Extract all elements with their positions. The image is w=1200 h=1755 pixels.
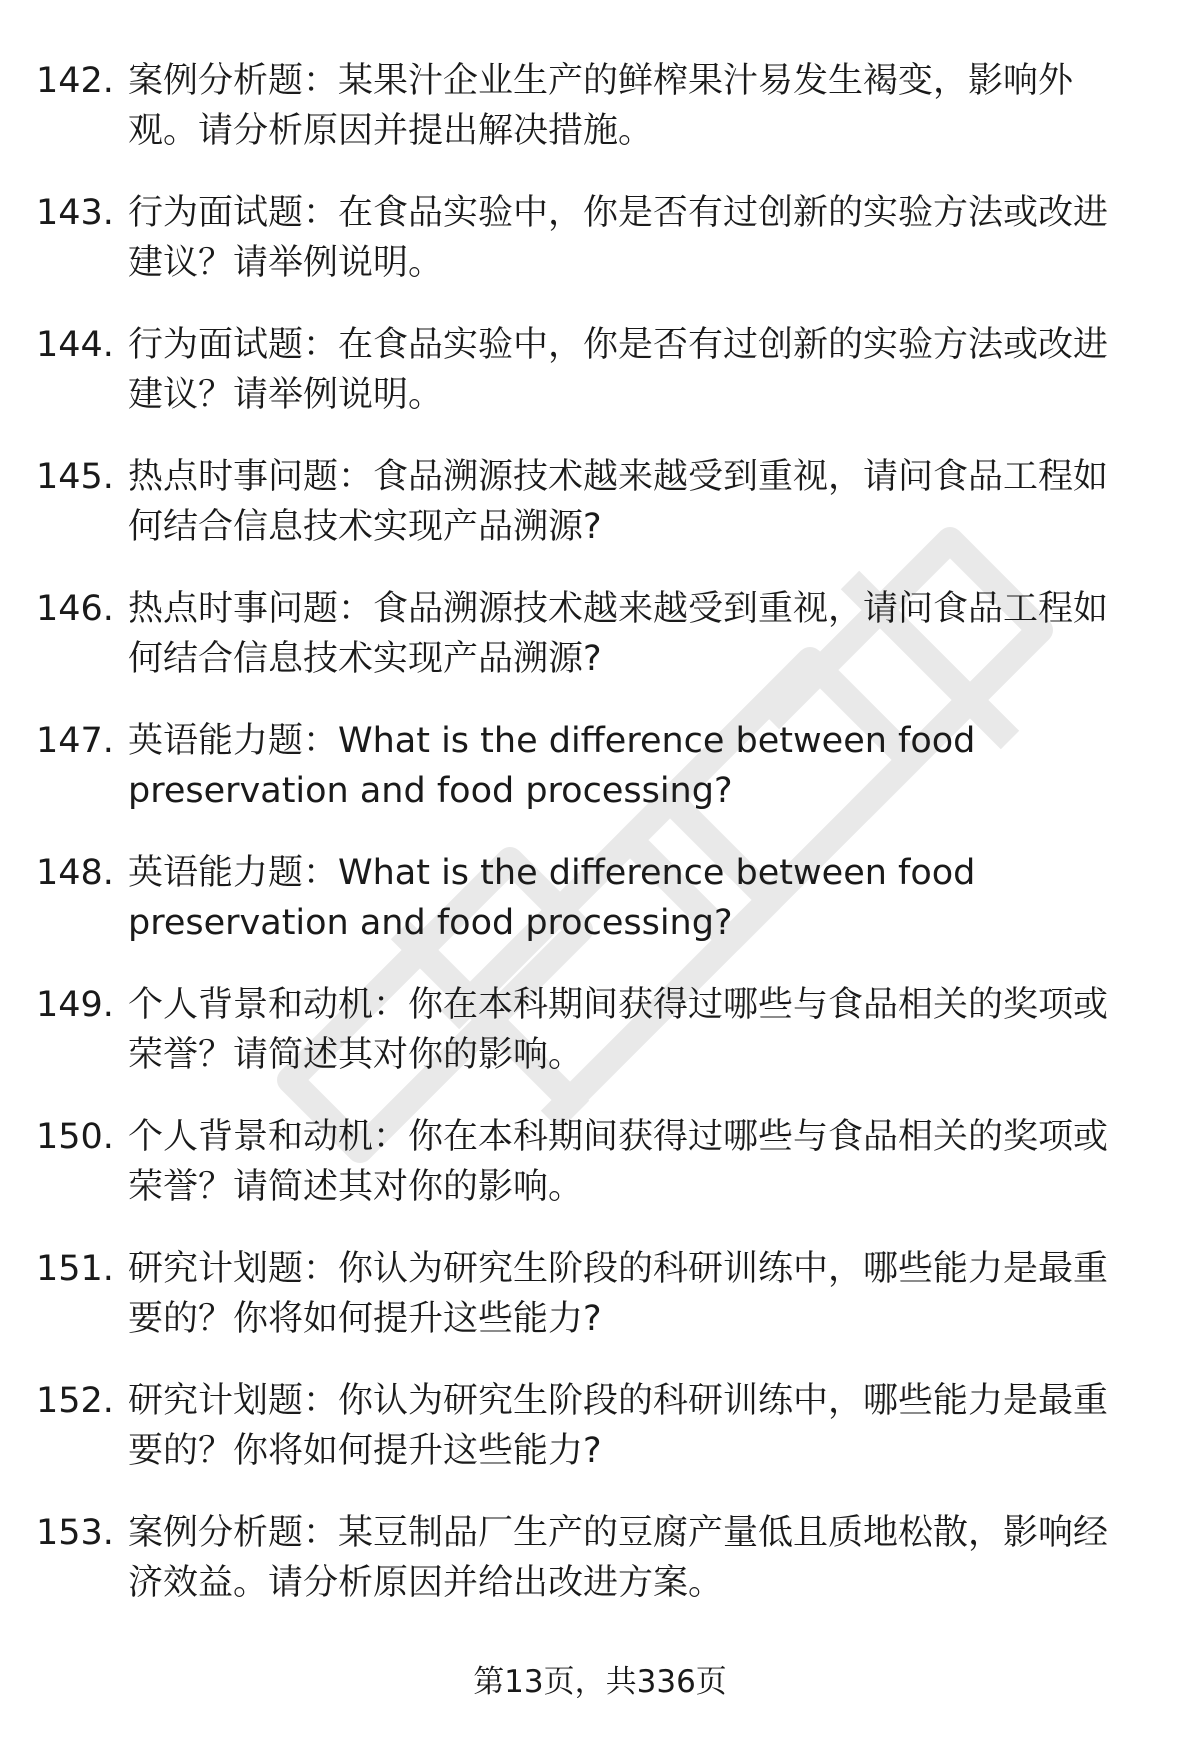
question-number: 151. xyxy=(36,1249,114,1289)
question-item xyxy=(0,716,1200,848)
question-number: 148. xyxy=(36,853,114,893)
question-list xyxy=(0,56,1200,1640)
question-item xyxy=(0,56,1200,188)
question-number: 146. xyxy=(36,589,114,629)
question-number: 144. xyxy=(36,325,114,365)
question-number: 149. xyxy=(36,985,114,1025)
question-number: 143. xyxy=(36,193,114,233)
question-text: 行为面试题：在食品实验中，你是否有过创新的实验方法或改进建议？请举例说明。 xyxy=(128,193,1109,283)
question-number: 153. xyxy=(36,1513,114,1553)
question-text: 个人背景和动机：你在本科期间获得过哪些与食品相关的奖项或荣誉？请简述其对你的影响。 xyxy=(128,985,1109,1075)
question-item xyxy=(0,584,1200,716)
question-text: 案例分析题：某果汁企业生产的鲜榨果汁易发生褐变，影响外观。请分析原因并提出解决措施。 xyxy=(128,61,1074,151)
question-item xyxy=(0,1508,1200,1640)
question-text: 英语能力题：What is the difference between food preservation and food processing? xyxy=(128,853,976,943)
question-text: 个人背景和动机：你在本科期间获得过哪些与食品相关的奖项或荣誉？请简述其对你的影响。 xyxy=(128,1117,1109,1207)
question-text: 研究计划题：你认为研究生阶段的科研训练中，哪些能力是最重要的？你将如何提升这些能力? xyxy=(128,1249,1109,1339)
question-text: 研究计划题：你认为研究生阶段的科研训练中，哪些能力是最重要的？你将如何提升这些能力? xyxy=(128,1381,1109,1471)
question-item xyxy=(0,320,1200,452)
question-text: 案例分析题：某豆制品厂生产的豆腐产量低且质地松散，影响经济效益。请分析原因并给出改进方案。 xyxy=(128,1513,1109,1603)
question-text: 行为面试题：在食品实验中，你是否有过创新的实验方法或改进建议？请举例说明。 xyxy=(128,325,1109,415)
question-item xyxy=(0,1112,1200,1244)
question-text: 热点时事问题：食品溯源技术越来越受到重视，请问食品工程如何结合信息技术实现产品溯源? xyxy=(128,589,1109,679)
question-item xyxy=(0,188,1200,320)
question-number: 150. xyxy=(36,1117,114,1157)
question-item xyxy=(0,452,1200,584)
question-item xyxy=(0,1376,1200,1508)
question-item xyxy=(0,1244,1200,1376)
page-footer: 第13页，共336页 xyxy=(473,1664,727,1700)
question-number: 145. xyxy=(36,457,114,497)
question-number: 147. xyxy=(36,721,114,761)
question-item xyxy=(0,848,1200,980)
question-text: 英语能力题：What is the difference between food preservation and food processing? xyxy=(128,721,976,811)
question-number: 142. xyxy=(36,61,114,101)
question-text: 热点时事问题：食品溯源技术越来越受到重视，请问食品工程如何结合信息技术实现产品溯源? xyxy=(128,457,1109,547)
question-number: 152. xyxy=(36,1381,114,1421)
question-item xyxy=(0,980,1200,1112)
